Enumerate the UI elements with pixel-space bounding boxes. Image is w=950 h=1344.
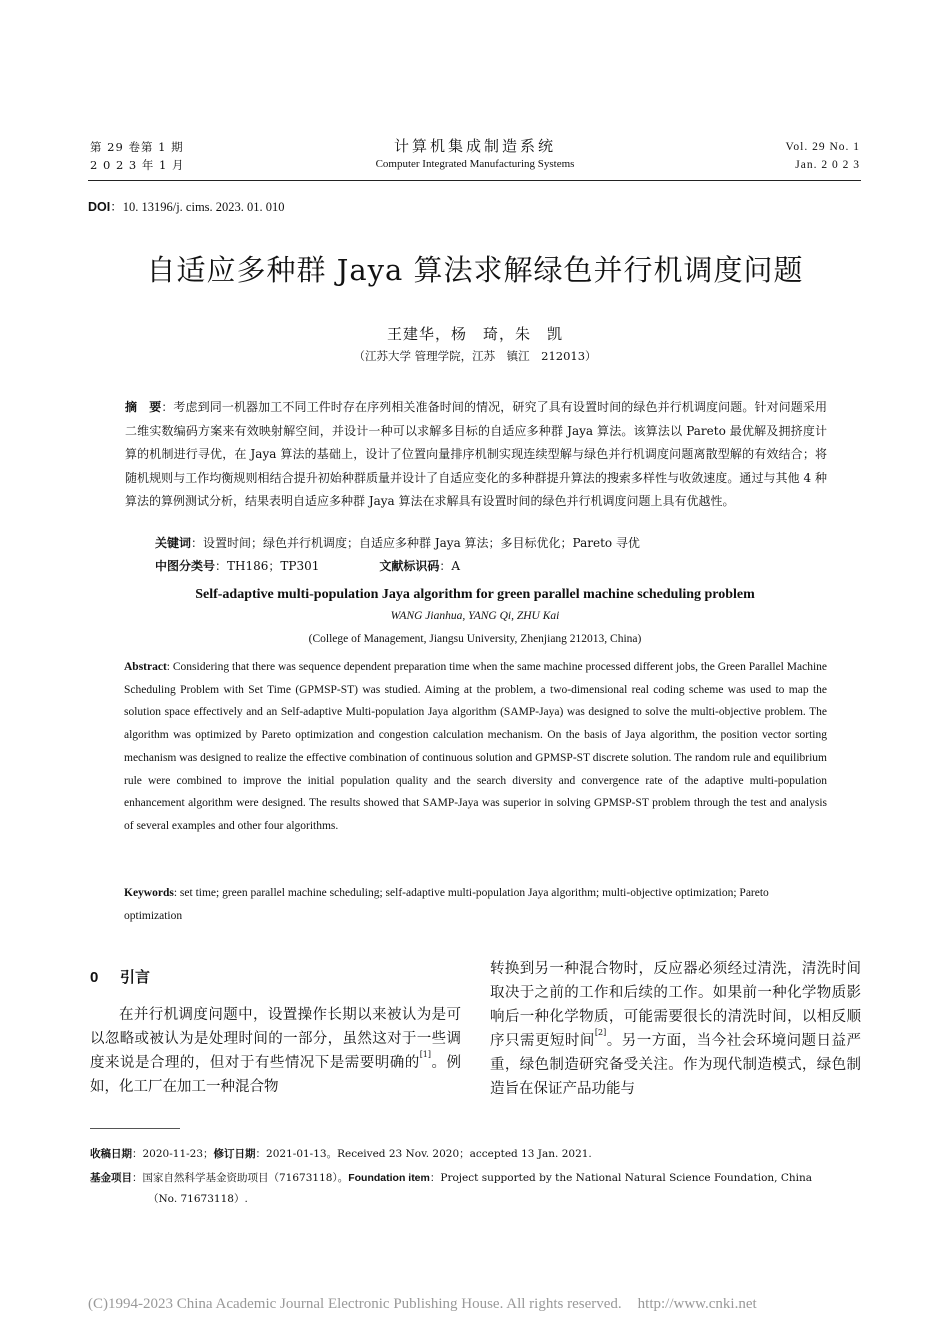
body-right-text-1: 转换到另一种混合物时，反应器必须经过清洗，清洗时间取决于之前的工作和后续的工作。如果前一种化学物质影响后一种化学物质，可能需要很长的清洗时间，以相反顺序只需更短时间 bbox=[490, 961, 861, 1049]
funding-value: ：国家自然科学基金资助项目（71673118）。 bbox=[132, 1172, 349, 1184]
keywords-cn-label: 关键词 bbox=[155, 536, 192, 550]
section-title: 引言 bbox=[120, 969, 151, 986]
body-left-text-2: 。例如，化工厂在加工一种混合物 bbox=[90, 1055, 462, 1095]
keywords-cn bbox=[155, 533, 640, 553]
issue-date: 2 0 2 3 年 1 月 bbox=[90, 158, 185, 172]
citation-ref-2[interactable]: [2] bbox=[594, 1028, 607, 1037]
journal-name-en: Computer Integrated Manufacturing Systems bbox=[375, 158, 575, 170]
section-heading bbox=[90, 966, 150, 987]
keywords-cn-text: ：设置时间；绿色并行机调度；自适应多种群 Jaya 算法；多目标优化；Pareto 寻优 bbox=[191, 536, 640, 550]
abstract-cn-text: ：考虑到同一机器加工不同工件时存在序列相关准备时间的情况，研究了具有设置时间的绿色并行机调度问题。针对问题采用二维实数编码方案来有效映射解空间，并设计一种可以求解多目标的自适应多种群 Jaya 算法。该算法以 Pareto 最优解及拥挤度计算的机制进行寻优，在 Jaya 算法的基础上，设计了位置向量排序机制实现连续型解与绿色并行机调度问题离散型解的有效结合；将随机规则与工作均衡规则相结合提升初始种群质量并设计了自适应变化的多种群提升算法的搜索多样性与收敛速度。通过与其他 4 种算法的算例测试分析，结果表明自适应多种群 Jaya 算法在求解具有设置时间的绿色并行机调度问题上具有优越性。 bbox=[125, 400, 827, 508]
volume-issue: 第 29 卷第 1 期 bbox=[90, 140, 184, 154]
doi-value: ：10. 13196/j. cims. 2023. 01. 010 bbox=[110, 200, 285, 214]
citation-ref-1[interactable]: [1] bbox=[419, 1050, 432, 1059]
cnki-link[interactable]: http://www.cnki.net bbox=[637, 1296, 757, 1312]
body-right-text-2: 。另一方面，当今社会环境问题日益严重，绿色制造研究备受关注。作为现代制造模式，绿色制造旨在保证产品功能与 bbox=[490, 1033, 862, 1097]
revised-value: ：2021-01-13。Received 23 Nov. 2020；accepted 13 Jan. 2021. bbox=[255, 1148, 592, 1160]
affiliation: （江苏大学 管理学院，江苏 镇江 212013） bbox=[353, 349, 597, 363]
doc-code-value: ：A bbox=[439, 559, 461, 573]
clc-label: 中图分类号 bbox=[155, 559, 216, 573]
english-title: Self-adaptive multi-population Jaya algorithm for green parallel machine scheduling problem bbox=[195, 587, 755, 602]
received-label: 收稿日期 bbox=[90, 1148, 132, 1160]
english-affiliation: (College of Management, Jiangsu University, Zhenjiang 212013, China) bbox=[308, 633, 642, 645]
journal-issue-info-en bbox=[786, 138, 860, 174]
footnote-funding bbox=[90, 1168, 862, 1210]
abstract-cn-label: 摘 要 bbox=[125, 400, 162, 414]
keywords-en-text: : set time; green parallel machine scheduling; self-adaptive multi-population Jaya algorithm; multi-objective optimization; Pareto optimization bbox=[124, 887, 769, 922]
journal-issue-info bbox=[90, 138, 185, 174]
keywords-en-label: Keywords bbox=[124, 887, 174, 899]
doi-label: DOI bbox=[88, 200, 111, 214]
english-authors: WANG Jianhua, YANG Qi, ZHU Kai bbox=[390, 610, 560, 622]
body-left-text-1: 在并行机调度问题中，设置操作长期以来被认为是可以忽略或被认为是处理时间的一部分，虽然这对于一些调度来说是合理的，但对于有些情况下是需要明确的 bbox=[90, 1007, 461, 1071]
header-rule bbox=[88, 180, 861, 181]
funding-en-continuation: （No. 71673118）. bbox=[148, 1193, 248, 1205]
abstract-en-text: : Considering that there was sequence dependent preparation time when the same machine processed different jobs, the Green Parallel Machine Scheduling Problem with Set Time (GPMSP-ST) was studied. Aiming at the problem, a two-dimensional real coding scheme was used to map the solution space effectively and an Self-adaptive Multi-population Jaya algorithm (SAMP-Jaya) was designed to solve the multi-objective problem. The algorithm was optimized by Pareto optimization and congestion calculation mechanism. On the basis of Jaya algorithm, the position vector sorting mechanism was designed to realize the effective combination of continuous solution and GPMSP-ST discrete solution. The random rule and equilibrium rule were combined to improve the initial population quality and the search diversity and convergence rate of the adaptive multi-population enhancement algorithm were designed. The results showed that SAMP-Jaya was superior in solving GPMSP-ST problem through the test and analysis of several examples and other four algorithms. bbox=[124, 661, 827, 832]
abstract-en-label: Abstract bbox=[124, 661, 167, 673]
clc-value: ：TH186；TP301 bbox=[215, 559, 320, 573]
copyright-footer bbox=[88, 1296, 757, 1313]
paper-title: 自适应多种群 Jaya 算法求解绿色并行机调度问题 bbox=[146, 253, 804, 287]
revised-label: 修订日期 bbox=[213, 1148, 256, 1160]
footnote-rule bbox=[90, 1128, 180, 1129]
funding-en-value: ：Project supported by the National Natural Science Foundation, China bbox=[429, 1172, 813, 1184]
issue-date-en: Jan. 2 0 2 3 bbox=[795, 159, 860, 171]
abstract-en bbox=[124, 656, 827, 838]
volume-issue-en: Vol. 29 No. 1 bbox=[785, 141, 860, 153]
authors: 王建华，杨 琦，朱 凯 bbox=[386, 325, 563, 343]
journal-name bbox=[300, 136, 650, 172]
body-column-right bbox=[490, 957, 861, 1101]
classification bbox=[155, 556, 460, 576]
abstract-cn bbox=[125, 396, 827, 514]
funding-en-label: Foundation item bbox=[348, 1172, 430, 1184]
received-value: ：2020-11-23； bbox=[132, 1148, 214, 1160]
journal-name-cn: 计算机集成制造系统 bbox=[393, 137, 556, 155]
keywords-en bbox=[124, 882, 827, 927]
doi[interactable] bbox=[88, 197, 285, 215]
body-column-left bbox=[90, 1003, 461, 1099]
funding-label: 基金项目 bbox=[90, 1172, 132, 1184]
doc-code-label: 文献标识码 bbox=[379, 559, 440, 573]
section-number: 0 bbox=[90, 969, 99, 986]
copyright-text: (C)1994-2023 China Academic Journal Electronic Publishing House. All rights reserved. bbox=[88, 1296, 622, 1312]
footnote-dates bbox=[90, 1145, 862, 1163]
